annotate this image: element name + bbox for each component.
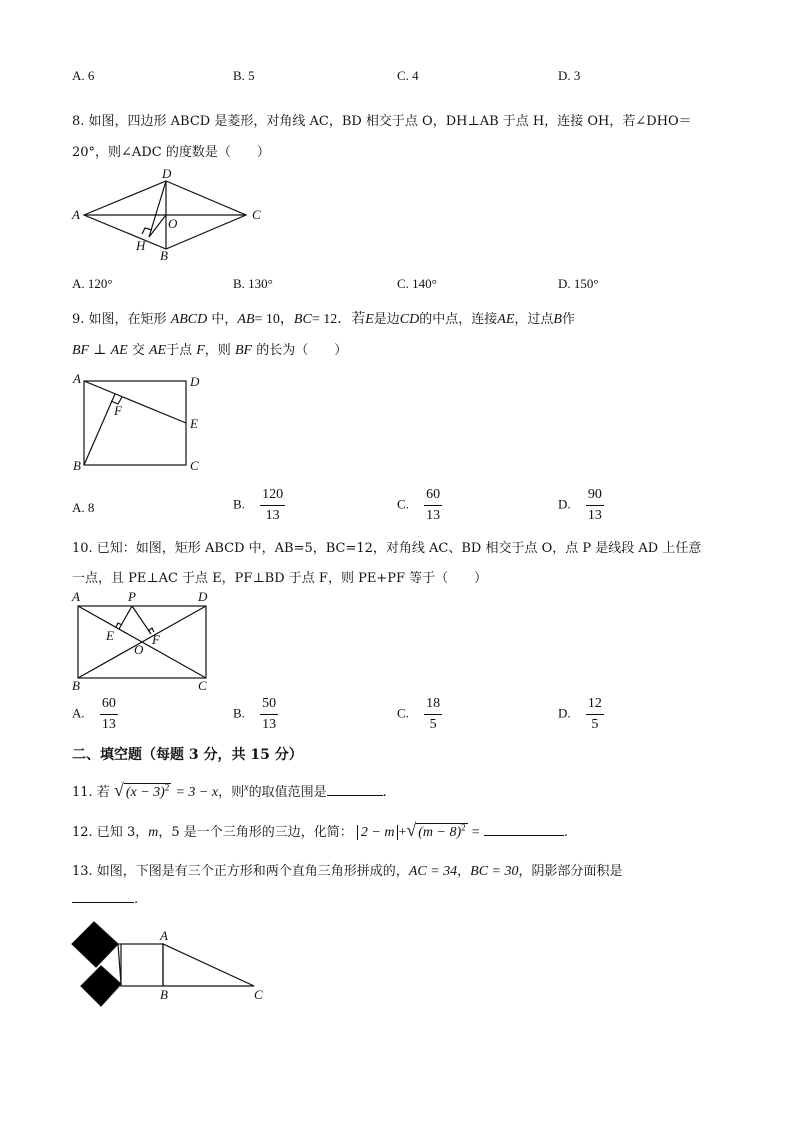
q9-rectangle-figure [66, 370, 216, 478]
q12-abs-value: 2 − m [357, 825, 399, 840]
q9-option-a: A. 8 [72, 500, 95, 515]
label-e: E [190, 416, 198, 431]
label-a: A [160, 928, 168, 943]
q8-option-d: D. 150° [558, 276, 599, 291]
label-c: C [252, 207, 261, 222]
q7-option-c: C. 4 [397, 68, 419, 83]
label-b: B [160, 248, 168, 263]
section-heading: 二、填空题（每题 3 分，共 15 分） [72, 747, 303, 763]
q7-option-b: B. 5 [233, 68, 255, 83]
q9-option-c: C. $\frac{60}{13}$ [397, 487, 441, 523]
shaded-square-top [72, 922, 118, 967]
segment-oh [149, 215, 166, 237]
q7-option-d: D. 3 [558, 68, 581, 83]
q12-answer-blank[interactable] [484, 823, 564, 836]
label-o: O [168, 216, 178, 231]
q11-sqrt: √ $(x - 3)^2$ [113, 780, 170, 800]
label-b: B [160, 987, 168, 1002]
q10-rectangle-figure [66, 590, 220, 694]
label-f: F [152, 632, 160, 647]
q8-option-c: C. 140° [397, 276, 437, 291]
label-d: D [162, 166, 172, 181]
q10-option-a: A. $\frac{60}{13}$ [72, 696, 116, 732]
segment-bf [84, 394, 115, 465]
q8-option-b: B. 130° [233, 276, 273, 291]
label-d: D [198, 590, 208, 604]
segment-pf [132, 606, 151, 634]
label-c: C [190, 458, 199, 473]
q13-answer-blank[interactable] [72, 890, 134, 903]
q11-answer-blank[interactable] [327, 783, 383, 796]
label-c: C [254, 987, 263, 1002]
q8-line2: 20°，则∠ADC 的度数是（ ） [72, 145, 270, 160]
segment-dh [149, 181, 166, 237]
label-f: F [114, 403, 122, 418]
label-p: P [128, 590, 136, 604]
q13-squares-figure [66, 920, 276, 1012]
label-b: B [72, 678, 80, 693]
square-ab [121, 944, 163, 986]
q12-sqrt: √ $(m - 8)^2$ [406, 820, 466, 840]
q9-option-b: B. $\frac{120}{13}$ [233, 487, 284, 523]
q7-option-a: A. 6 [72, 68, 95, 83]
q10-option-d: D. $\frac{12}{5}$ [558, 696, 602, 732]
q13-line1: 13. 如图，下图是有三个正方形和两个直角三角形拼成的，AC = 34，BC = 30，阴影部分面积是 [72, 864, 623, 879]
q8-option-a: A. 120° [72, 276, 113, 291]
label-b: B [73, 458, 81, 473]
label-o: O [134, 642, 144, 657]
shaded-square-bottom [81, 966, 121, 1006]
q10-option-c: C. $\frac{18}{5}$ [397, 696, 441, 732]
label-e: E [106, 628, 114, 643]
q12-line: 12. 已知 3，m，5 是一个三角形的三边，化简： 2 − m +√ $(m - 8)^2$ = . [72, 820, 568, 840]
label-d: D [190, 374, 200, 389]
q8-line1: 8. 如图，四边形 ABCD 是菱形，对角线 AC，BD 相交于点 O，DH⊥AB 于点 H，连接 OH，若∠DHO＝ [72, 114, 692, 129]
label-h: H [136, 238, 146, 253]
q8-rhombus-figure [66, 166, 276, 266]
q9-option-d: D. $\frac{90}{13}$ [558, 487, 602, 523]
q10-line1: 10. 已知：如图，矩形 ABCD 中，AB=5，BC=12，对角线 AC、BD 相交于点 O，点 P 是线段 AD 上任意 [72, 541, 702, 556]
segment-pe [119, 606, 132, 629]
rectangle-abcd [84, 381, 186, 465]
q10-option-b: B. $\frac{50}{13}$ [233, 696, 277, 732]
label-a: A [73, 371, 81, 386]
label-a: A [72, 590, 80, 604]
q9-line2: BF ⊥ AE 交 AE于点 F，则 BF 的长为（ ） [72, 343, 348, 358]
triangle-abc [163, 944, 254, 986]
q10-line2: 一点，且 PE⊥AC 于点 E，PF⊥BD 于点 F，则 PE+PF 等于（ ） [72, 571, 488, 586]
label-c: C [198, 678, 207, 693]
q13-line2: . [72, 890, 138, 907]
label-a: A [72, 207, 80, 222]
segment-ae [84, 381, 186, 423]
q9-line1: 9. 如图，在矩形 ABCD 中，AB= 10，BC= 12．若E是边CD的中点，连接AE，过点B作 [72, 312, 575, 327]
q11-line: 11. 若 √ $(x - 3)^2 = 3 - x$，则$^x$的取值范围是 . [72, 780, 387, 800]
